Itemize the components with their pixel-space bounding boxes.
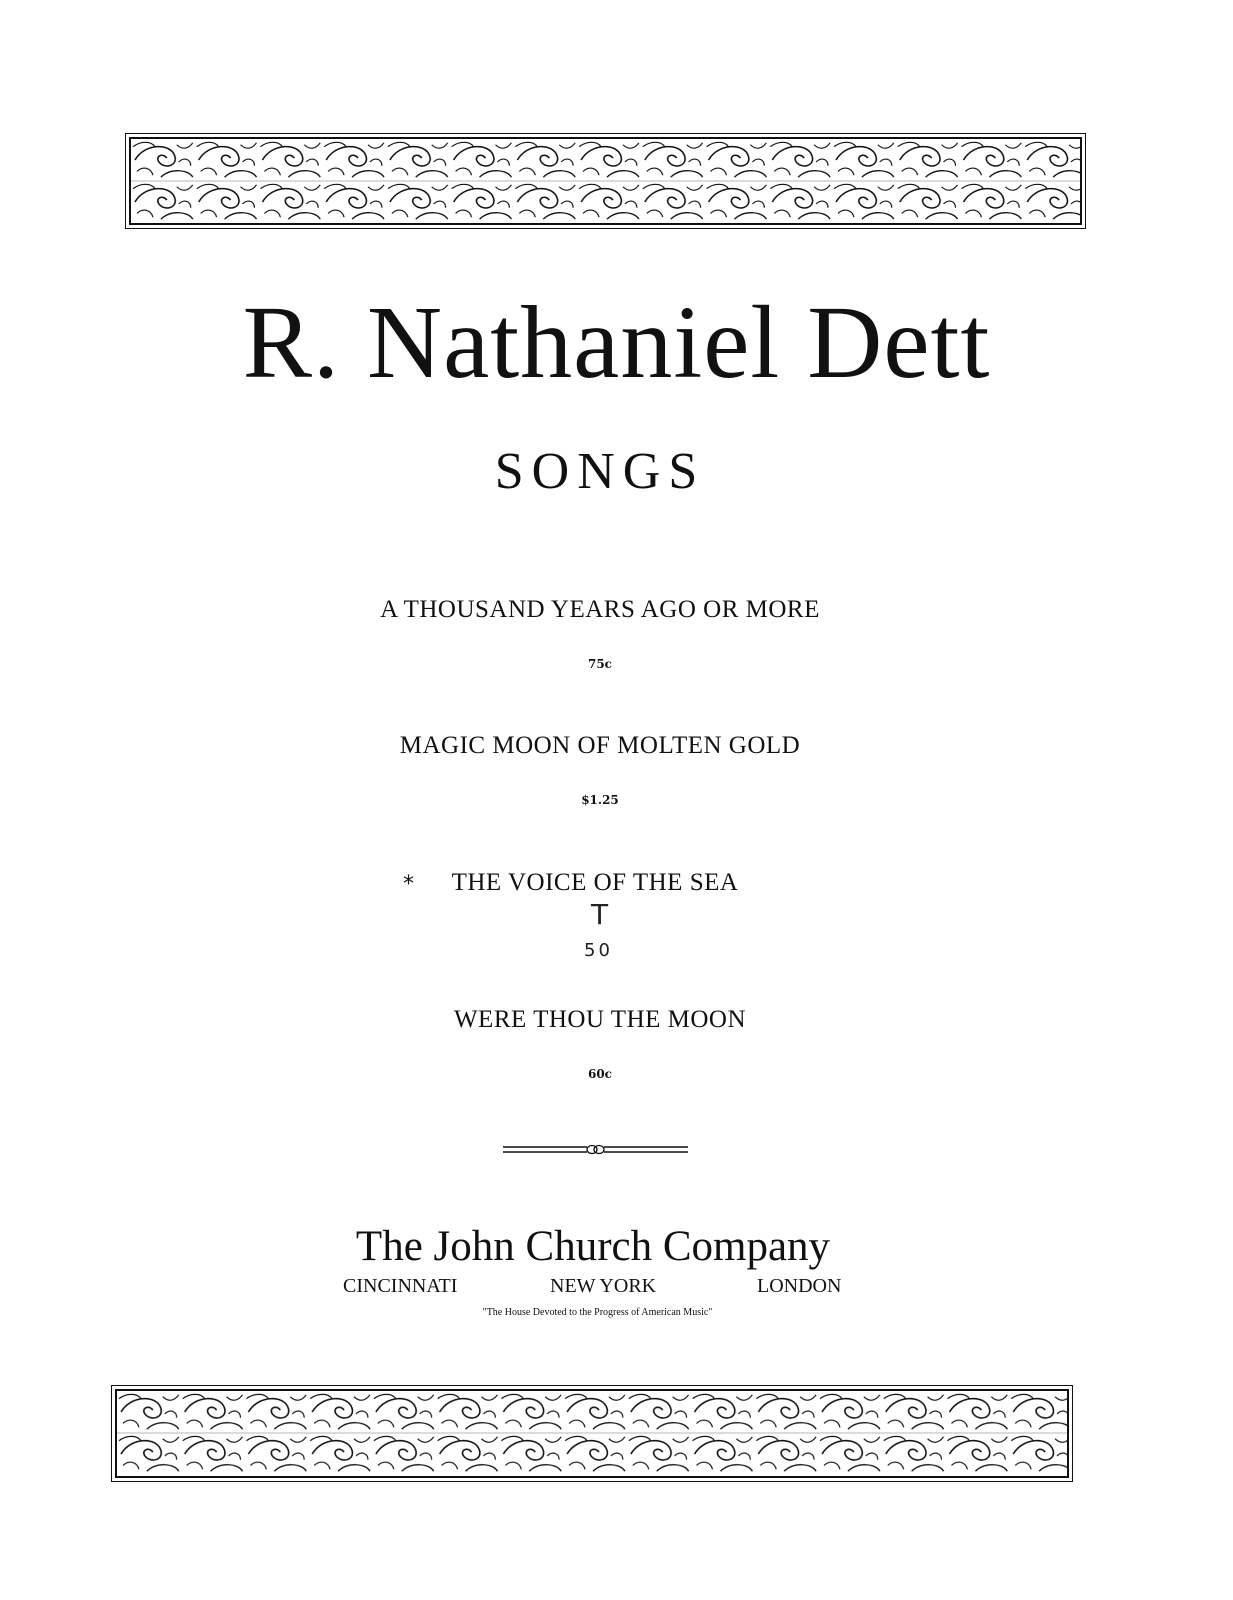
city-cincinnati: CINCINNATI <box>343 1275 458 1297</box>
page-subtitle: SONGS <box>494 443 706 500</box>
city-london: LONDON <box>757 1275 842 1297</box>
ornament-scroll-pattern <box>131 139 1080 223</box>
bottom-ornamental-banner <box>115 1389 1069 1478</box>
song-title-2: MAGIC MOON OF MOLTEN GOLD <box>399 732 801 759</box>
top-ornamental-banner <box>129 137 1082 225</box>
song-price-2: $1.25 <box>581 793 619 807</box>
song-title-4: WERE THOU THE MOON <box>453 1006 747 1033</box>
ornament-scroll-pattern <box>117 1391 1067 1476</box>
city-new-york: NEW YORK <box>550 1275 657 1297</box>
song-title-3: THE VOICE OF THE SEA <box>451 869 739 896</box>
song-title-1: A THOUSAND YEARS AGO OR MORE <box>380 596 820 623</box>
publisher-motto: "The House Devoted to the Progress of American Music" <box>482 1307 713 1318</box>
composer-name: R. Nathaniel Dett <box>242 285 991 400</box>
handwritten-letter: T <box>591 898 609 931</box>
handwritten-price: 50 <box>584 940 613 961</box>
song-price-1: 75c <box>587 657 612 671</box>
song-price-4: 60c <box>587 1067 612 1081</box>
publisher-name: The John Church Company <box>355 1223 831 1270</box>
handwritten-asterisk: * <box>403 872 414 897</box>
ornamental-divider <box>503 1143 688 1157</box>
